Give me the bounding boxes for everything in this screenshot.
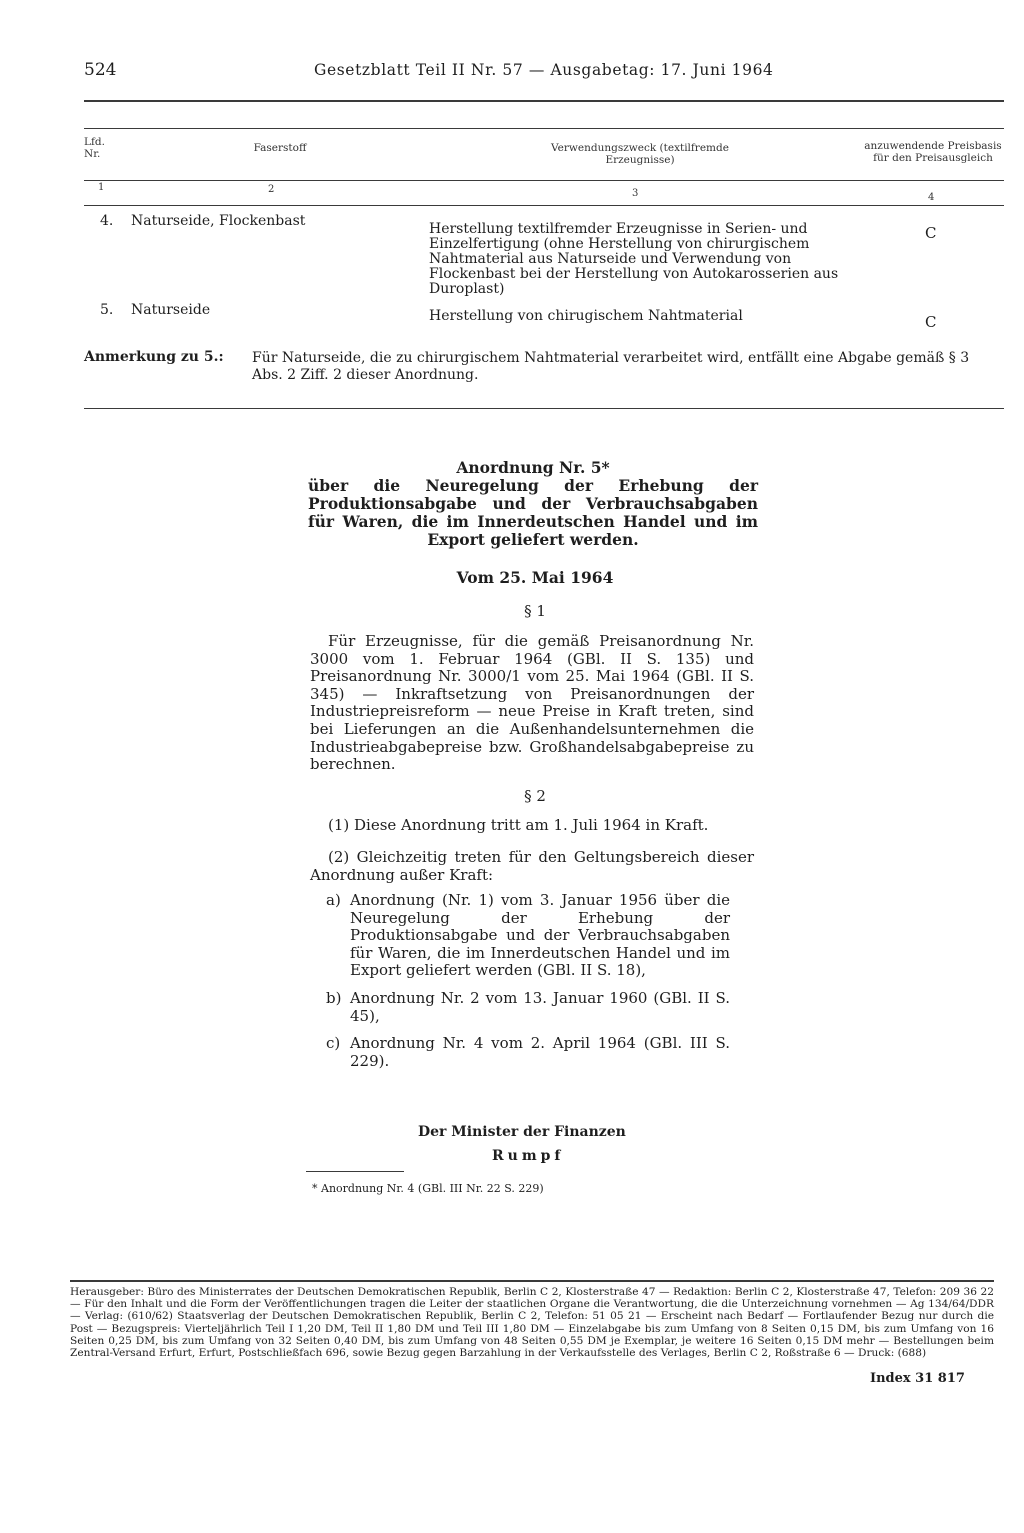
decree-title [308, 459, 758, 549]
index-number: Index 31 817 [870, 1371, 965, 1386]
row-5-fiber: Naturseide [131, 302, 211, 318]
note-label: Anmerkung zu 5.: [84, 349, 224, 365]
repeal-item-a-text: Anordnung (Nr. 1) vom 3. Januar 1956 über die Neuregelung der Erhebung der Produktionsabgabe und der Verbrauchsabgaben für Waren, die im Innerdeutschen Handel und im Export geliefert werden (GBl. II S. 18), [350, 891, 730, 980]
row-4-fiber: Naturseide, Flockenbast [131, 213, 306, 229]
col-number-1: 1 [98, 182, 105, 193]
col-header-no: Lfd. Nr. [84, 136, 105, 160]
section-2-para-1: (1) Diese Anordnung tritt am 1. Juli 1964 in Kraft. [328, 816, 709, 834]
decree-subject: über die Neuregelung der Erhebung der Produktionsabgabe und der Verbrauchsabgaben für Waren, die im Innerdeutschen Handel und im Export geliefert werden. [308, 476, 758, 549]
col-number-2: 2 [268, 184, 275, 195]
col-number-4: 4 [928, 192, 935, 203]
col-header-fiber: Faserstoff [253, 142, 307, 154]
imprint-text: Herausgeber: Büro des Ministerrates der Deutschen Demokratischen Republik, Berlin C 2, Klosterstraße 47 — Redaktion: Berlin C 2, Klosterstraße 47, Telefon: 209 36 22 — Für den Inhalt und die Form der Veröffentlichungen tragen die Leiter der staatlichen Organe die Verantwortung, die die Unterzeichnung vornehmen — Ag 134/64/DDR — Verlag: (610/62) Staatsverlag der Deutschen Demokratischen Republik, Berlin C 2, Telefon: 51 05 21 — Erscheint nach Bedarf — Fortlaufender Bezug nur durch die Post — Bezugspreis: Vierteljährlich Teil I 1,20 DM, Teil II 1,80 DM und Teil III 1,80 DM — Einzelabgabe bis zum Umfang von 8 Seiten 0,15 DM, bis zum Umfang von 16 Seiten 0,25 DM, bis zum Umfang von 32 Seiten 0,40 DM, bis zum Umfang von 48 Seiten 0,55 DM je Exemplar, je weitere 16 Seiten 0,15 DM mehr — Bestellungen beim Zentral-Versand Erfurt, Erfurt, Postschließfach 696, sowie Bezug gegen Barzahlung in der Verkaufsstelle des Verlages, Berlin C 2, Roßstraße 6 — Druck: (688) [70, 1286, 994, 1360]
row-5-basis: C [925, 313, 937, 331]
section-2-para-2: (2) Gleichzeitig treten für den Geltungsbereich dieser Anordnung außer Kraft: [310, 848, 754, 884]
repeal-item-c-label: c) [326, 1034, 341, 1052]
decree-number: Anordnung Nr. 5* [456, 458, 610, 477]
row-4-purpose: Herstellung textilfremder Erzeugnisse in Serien- und Einzelfertigung (ohne Herstellung von chirurgischem Nahtmaterial aus Naturseide und Verwendung von Flockenbast bei der Herstellung von Autokarosserien aus Duroplast) [429, 221, 839, 297]
table-body-rule [84, 205, 1004, 206]
footnote: * Anordnung Nr. 4 (GBl. III Nr. 22 S. 229) [312, 1182, 544, 1195]
gazette-title: Gesetzblatt Teil II Nr. 57 — Ausgabetag: 17. Juni 1964 [314, 61, 774, 79]
repeal-item-a-label: a) [326, 891, 341, 909]
row-5-number: 5. [100, 302, 114, 318]
repeal-item-b-label: b) [326, 989, 342, 1007]
page-number: 524 [84, 60, 117, 80]
col-number-3: 3 [632, 188, 639, 199]
col-header-purpose: Verwendungszweck (textilfremde Erzeugnisse) [551, 142, 729, 166]
signature-name: Rumpf [492, 1148, 565, 1164]
row-4-basis: C [925, 224, 937, 242]
repeal-item-b-text: Anordnung Nr. 2 vom 13. Januar 1960 (GBl. II S. 45), [350, 989, 730, 1025]
header-rule [84, 100, 1004, 102]
section-divider [84, 408, 1004, 409]
row-4-number: 4. [100, 213, 114, 229]
table-mid-rule [84, 180, 1004, 181]
section-1-label: § 1 [524, 602, 546, 620]
repeal-item-c [326, 1035, 754, 1075]
table-top-rule [84, 128, 1004, 129]
decree-date: Vom 25. Mai 1964 [456, 568, 614, 587]
imprint-rule [70, 1280, 994, 1282]
row-5-purpose: Herstellung von chirugischem Nahtmaterial [429, 308, 743, 324]
section-2-label: § 2 [524, 787, 546, 805]
repeal-item-b [326, 990, 754, 1030]
minister-title: Der Minister der Finanzen [418, 1124, 626, 1140]
repeal-item-a [326, 892, 754, 982]
section-1-text: Für Erzeugnisse, für die gemäß Preisanordnung Nr. 3000 vom 1. Februar 1964 (GBl. II S. 135) und Preisanordnung Nr. 3000/1 vom 25. Mai 1964 (GBl. II S. 345) — Inkraftsetzung von Preisanordnungen der Industriepreisreform — neue Preise in Kraft treten, sind bei Lieferungen an die Außenhandelsunternehmen die Industrieabgabepreise bzw. Großhandelsabgabepreise zu berechnen. [310, 632, 754, 774]
note-text: Für Naturseide, die zu chirurgischem Nahtmaterial verarbeitet wird, entfällt eine Abgabe gemäß § 3 Abs. 2 Ziff. 2 dieser Anordnung. [252, 350, 970, 383]
footnote-rule [306, 1171, 404, 1172]
col-header-basis: anzuwendende Preisbasis für den Preisausgleich [864, 140, 1002, 164]
repeal-item-c-text: Anordnung Nr. 4 vom 2. April 1964 (GBl. III S. 229). [350, 1034, 730, 1070]
